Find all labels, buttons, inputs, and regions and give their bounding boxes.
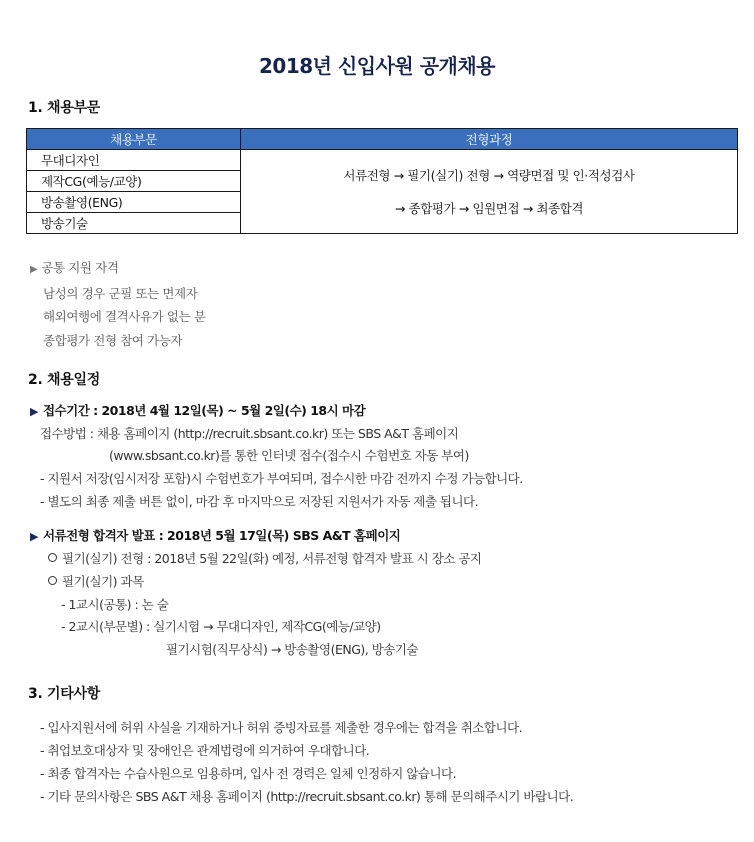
table-header-row bbox=[27, 129, 738, 150]
triangle-bullet-icon: ▶ bbox=[30, 530, 38, 543]
common-qualifications-heading: ▶ 공통 지원 자격 bbox=[30, 260, 119, 275]
application-period: ▶ 접수기간 : 2018년 4월 12일(목) ~ 5월 2일(수) 18시 마감 bbox=[30, 403, 366, 418]
list-item: 종합평가 전형 참여 가능자 bbox=[43, 332, 183, 348]
test-period-2-cont: 필기시험(직무상식) → 방송촬영(ENG), 방송기술 bbox=[166, 642, 419, 657]
section-heading-recruitment-divisions: 1. 채용부문 bbox=[28, 100, 100, 116]
table-header-process: 전형과정 bbox=[241, 129, 738, 150]
table-row bbox=[27, 150, 738, 171]
application-method-cont: (www.sbsant.co.kr)를 통한 인터넷 접수(접수시 수험번호 자동 부여) bbox=[109, 448, 469, 463]
other-item: - 취업보호대상자 및 장애인은 관계법령에 의거하여 우대합니다. bbox=[40, 743, 370, 758]
other-item: - 최종 합격자는 수습사원으로 임용하며, 입사 전 경력은 일체 인정하지 않습니다. bbox=[40, 766, 457, 781]
division-cell: 제작CG(예능/교양) bbox=[27, 171, 241, 192]
common-qualifications bbox=[30, 256, 206, 352]
announcement-headline: ▶ 서류전형 합격자 발표 : 2018년 5월 17일(목) SBS A&T 홈페이지 bbox=[30, 528, 401, 543]
list-item: 해외여행에 결격사유가 없는 분 bbox=[43, 309, 206, 324]
test-period-1: - 1교시(공통) : 논 술 bbox=[61, 597, 169, 612]
process-cell bbox=[241, 150, 738, 234]
section-heading-schedule: 2. 채용일정 bbox=[28, 372, 100, 388]
page-title: 2018년 신입사원 공개채용 bbox=[259, 54, 495, 78]
other-item: - 입사지원서에 허위 사실을 기재하거나 허위 증빙자료를 제출한 경우에는 합격을 취소합니다. bbox=[40, 720, 523, 735]
other-item: - 기타 문의사항은 SBS A&T 채용 홈페이지 (http://recruit.sbsant.co.kr) 통해 문의해주시기 바랍니다. bbox=[40, 789, 574, 804]
division-cell: 방송기술 bbox=[27, 213, 241, 234]
application-note: - 별도의 최종 제출 버튼 없이, 마감 후 마지막으로 저장된 지원서가 자동 제출 됩니다. bbox=[40, 494, 479, 509]
application-note: - 지원서 저장(임시저장 포함)시 수험번호가 부여되며, 접수시한 마감 전까지 수정 가능합니다. bbox=[40, 471, 523, 486]
process-line-1: 서류전형 → 필기(실기) 전형 → 역량면접 및 인·적성검사 bbox=[343, 167, 635, 183]
process-line-2: → 종합평가 → 임원면접 → 최종합격 bbox=[394, 200, 584, 216]
circle-bullet-icon bbox=[48, 576, 57, 585]
table-header-division: 채용부문 bbox=[27, 129, 241, 150]
list-item: 남성의 경우 군필 또는 면제자 bbox=[43, 285, 198, 301]
triangle-bullet-icon: ▶ bbox=[30, 405, 38, 418]
test-subjects-heading: 필기(실기) 과목 bbox=[48, 572, 144, 590]
circle-bullet-icon bbox=[48, 553, 57, 562]
triangle-bullet-icon: ▶ bbox=[30, 264, 38, 275]
recruitment-table bbox=[26, 128, 738, 234]
test-period-2: - 2교시(부문별) : 실기시험 → 무대디자인, 제작CG(예능/교양) bbox=[61, 619, 381, 634]
application-method: 접수방법 : 채용 홈페이지 (http://recruit.sbsant.co.kr) 또는 SBS A&T 홈페이지 bbox=[40, 426, 459, 441]
division-cell: 방송촬영(ENG) bbox=[27, 192, 241, 213]
division-cell: 무대디자인 bbox=[27, 150, 241, 171]
written-test-schedule: 필기(실기) 전형 : 2018년 5월 22일(화) 예정, 서류전형 합격자 발표 시 장소 공지 bbox=[48, 549, 482, 567]
section-heading-other: 3. 기타사항 bbox=[28, 686, 100, 702]
